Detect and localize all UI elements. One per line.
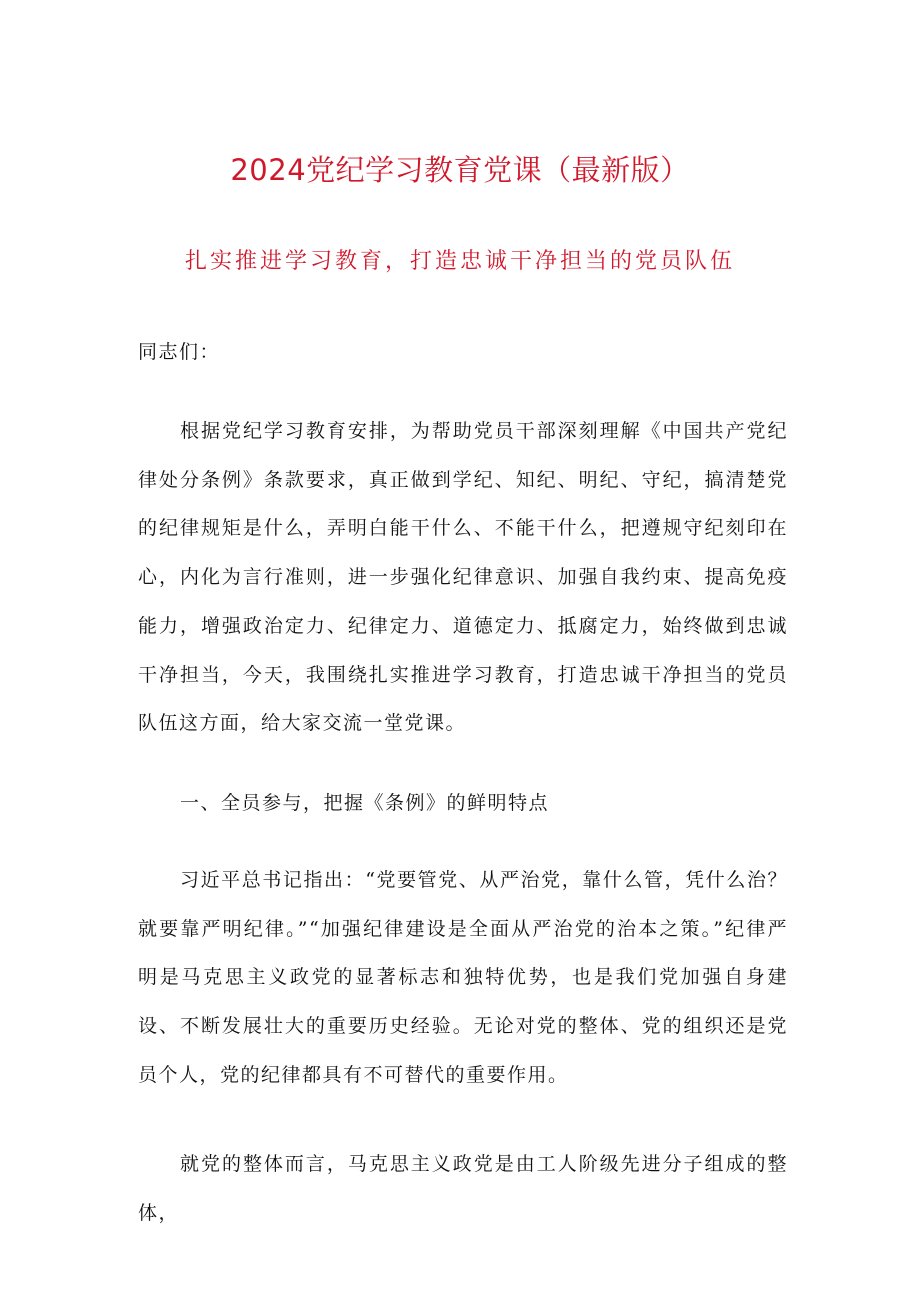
document-subtitle: 扎实推进学习教育，打造忠诚干净担当的党员队伍 bbox=[184, 249, 735, 274]
paragraph-party-whole: 就党的整体而言，马克思主义政党是由工人阶级先进分子组成的整体， bbox=[138, 1153, 788, 1224]
paragraph-quote: 习近平总书记指出：“党要管党、从严治党，靠什么管，凭什么治？就要靠严明纪律。”“加强纪律建设是全面从严治党的治本之策。”纪律严明是马克思主义政党的显著标志和独特优势，也是我们党加强自身建设、不断发展壮大的重要历史经验。无论对党的整体、党的组织还是党员个人，党的纪律都具有不可替代的重要作用。 bbox=[138, 869, 788, 1086]
section-heading-1: 一、全员参与，把握《条例》的鲜明特点 bbox=[180, 792, 550, 814]
document-title: 2024党纪学习教育党课（最新版） bbox=[230, 153, 690, 187]
paragraph-intro: 根据党纪学习教育安排，为帮助党员干部深刻理解《中国共产党纪律处分条例》条款要求，真正做到学纪、知纪、明纪、守纪，搞清楚党的纪律规矩是什么，弄明白能干什么、不能干什么，把遵规守纪刻印在心，内化为言行准则，进一步强化纪律意识、加强自我约束、提高免疫能力，增强政治定力、纪律定力、道德定力、抵腐定力，始终做到忠诚干净担当，今天，我围绕扎实推进学习教育，打造忠诚干净担当的党员队伍这方面，给大家交流一堂党课。 bbox=[138, 420, 788, 735]
salutation: 同志们： bbox=[138, 341, 221, 363]
